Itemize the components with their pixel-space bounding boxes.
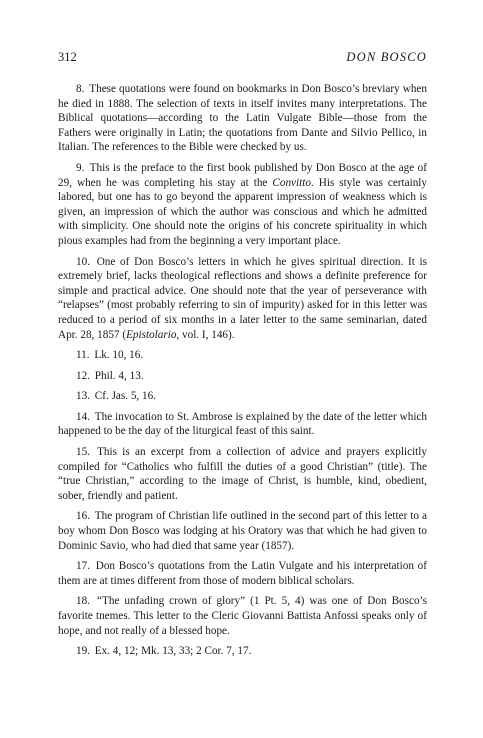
note-19 bbox=[58, 644, 427, 659]
running-title: DON BOSCO bbox=[346, 50, 427, 64]
note-text: This is the preface to the first book published by Don Bosco at the age of 29, when he was completing his stay at the bbox=[58, 161, 427, 189]
note-number: 17. bbox=[76, 560, 90, 573]
note-text: The invocation to St. Ambrose is explained by the date of the letter which happened to be the day of the liturgical feast of this saint. bbox=[58, 410, 427, 438]
note-number: 19. bbox=[76, 645, 90, 658]
note-number: 15. bbox=[76, 446, 90, 459]
endnotes bbox=[58, 82, 427, 659]
note-italic: Epistolario bbox=[126, 328, 177, 341]
note-12 bbox=[58, 369, 427, 384]
note-15 bbox=[58, 445, 427, 503]
note-11 bbox=[58, 348, 427, 363]
note-number: 11. bbox=[76, 349, 90, 362]
note-number: 8. bbox=[76, 83, 85, 95]
note-text: “The unfading crown of glory” (1 Pt. 5, 4) was one of Don Bosco’s favorite tnemes. This letter to the Cleric Giovanni Battista Anfossi speaks only of hope, and not really of a blessed hope. bbox=[58, 595, 427, 637]
note-16 bbox=[58, 509, 427, 553]
note-italic: Convitto bbox=[272, 176, 311, 189]
note-17 bbox=[58, 559, 427, 588]
note-18 bbox=[58, 594, 427, 638]
note-13 bbox=[58, 389, 427, 404]
note-number: 14. bbox=[76, 410, 90, 423]
note-text: . His style was certainly labored, but one has to go beyond the apparent impression of weakness which is given, an impression of which the author was conscious and which he admitted with simplicity. One should note the origins of his concrete spirituality in which pious examples had from the beginning a very important place. bbox=[58, 176, 427, 247]
note-text: Phil. 4, 13. bbox=[94, 369, 144, 382]
note-text: One of Don Bosco’s letters in which he gives spiritual direction. It is extremely brief, lacks theological reflections and shows a definite preference for simple and practical advice. One should note that the year of perseverance with “relapses” (most probably referring to sin of impurity) asked for in this letter was reduced to a period of six months in a later letter to the same seminarian, dated Apr. 28, 1857 ( bbox=[58, 255, 427, 341]
note-text: Lk. 10, 16. bbox=[94, 349, 144, 362]
note-text: Ex. 4, 12; Mk. 13, 33; 2 Cor. 7, 17. bbox=[94, 645, 252, 658]
note-number: 18. bbox=[76, 595, 90, 608]
note-text: Don Bosco’s quotations from the Latin Vulgate and his interpretation of them are at times different from those of modern biblical scholars. bbox=[58, 560, 427, 587]
note-text: These quotations were found on bookmarks in Don Bosco’s breviary when he died in 1888. The selection of texts in itself invites many interpretations. The Biblical quotations—according to the Latin Vulgate Bible—those from the Fathers were originally in Latin; the quotations from Dante and Silvio Pellico, in Italian. The references to the Bible were checked by us. bbox=[58, 83, 427, 154]
running-head bbox=[58, 50, 427, 70]
note-number: 16. bbox=[76, 510, 90, 523]
note-text: Cf. Jas. 5, 16. bbox=[94, 390, 157, 403]
note-9 bbox=[58, 161, 427, 249]
note-text: The program of Christian life outlined in the second part of this letter to a boy whom Don Bosco was lodging at his Oratory was that which he had given to Dominic Savio, who had died that same year (1857). bbox=[58, 510, 427, 552]
note-number: 12. bbox=[76, 369, 90, 382]
note-number: 9. bbox=[76, 161, 85, 174]
note-text: This is an excerpt from a collection of advice and prayers explicitly compiled for “Catholics who fulfill the duties of a good Christian” (title). The “true Christian,” according to the image of Christ, is humble, kind, obedient, sober, friendly and patient. bbox=[58, 446, 427, 502]
note-text: , vol. I, 146). bbox=[176, 328, 235, 341]
note-14 bbox=[58, 410, 427, 439]
note-10 bbox=[58, 255, 427, 343]
note-number: 10. bbox=[76, 255, 90, 268]
page-number: 312 bbox=[58, 50, 77, 64]
note-8 bbox=[58, 82, 427, 155]
note-number: 13. bbox=[76, 390, 90, 403]
